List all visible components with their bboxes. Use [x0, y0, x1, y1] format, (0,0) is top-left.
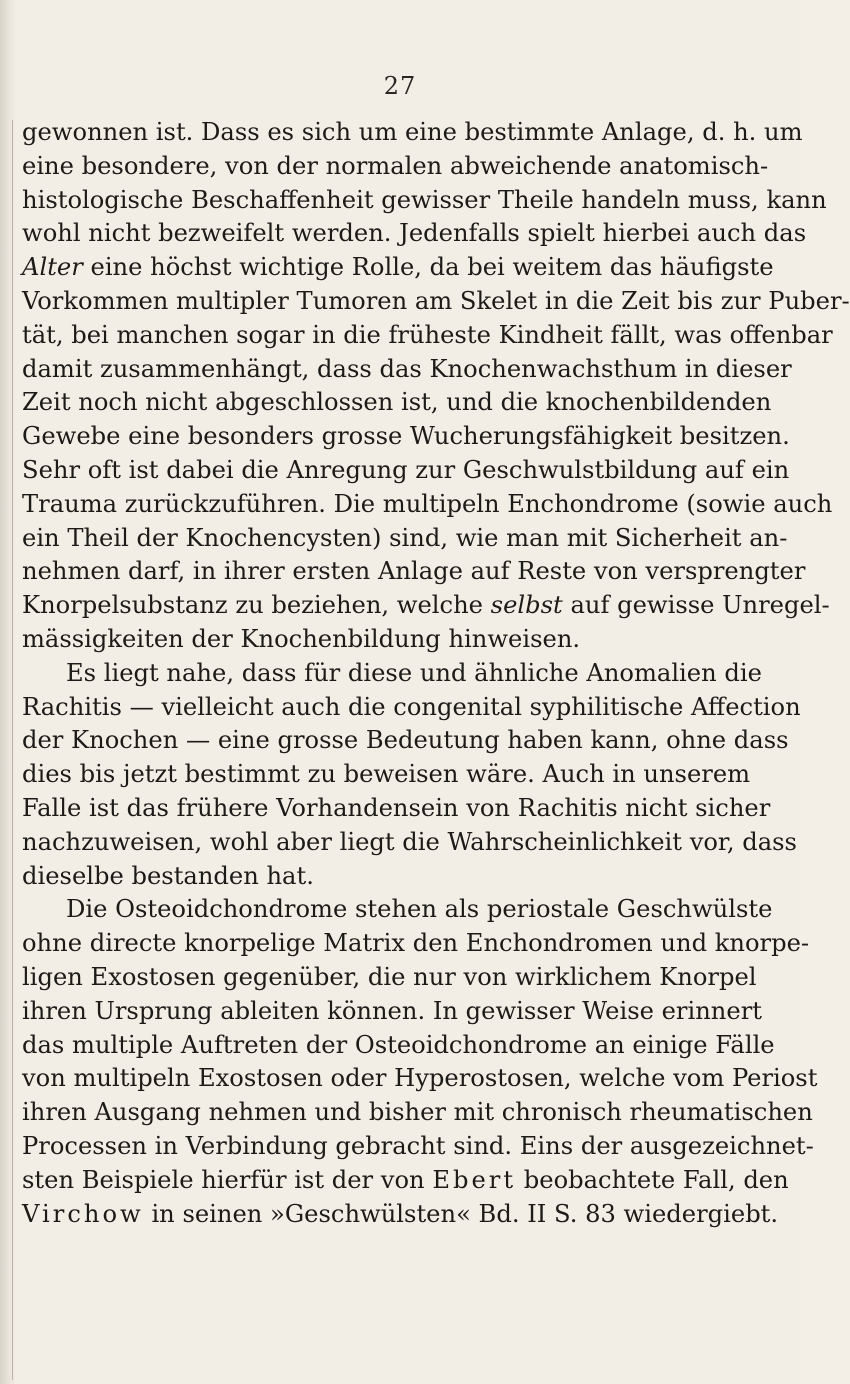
- text-line: histologische Beschaffenheit gewisser Theile handeln muss, kann: [22, 185, 827, 214]
- author-name-virchow: Virchow: [22, 1199, 144, 1228]
- emphasis-alter: Alter: [22, 253, 83, 282]
- text-line: Zeit noch nicht abgeschlossen ist, und die knochenbildenden: [22, 388, 772, 417]
- text-line: Die Osteoidchondrome stehen als periostale Geschwülste: [66, 895, 773, 924]
- text-line: eine besondere, von der normalen abweichende anatomisch-: [22, 151, 769, 180]
- author-name-ebert: Ebert: [432, 1165, 517, 1194]
- text-line: Sehr oft ist dabei die Anregung zur Geschwulstbildung auf ein: [22, 455, 790, 484]
- text-line: Rachitis — vielleicht auch die congenital syphilitische Affection: [22, 692, 801, 721]
- text-line: ihren Ursprung ableiten können. In gewisser Weise erinnert: [22, 996, 762, 1025]
- emphasis-selbst: selbst: [490, 591, 563, 620]
- text-line: von multipeln Exostosen oder Hyperostosen, welche vom Periost: [22, 1064, 818, 1093]
- body-text: [22, 116, 850, 1231]
- text-line-selbst: [22, 589, 830, 623]
- text-line: das multiple Auftreten der Osteoidchondrome an einige Fälle: [22, 1030, 775, 1059]
- text-line: ligen Exostosen gegenüber, die nur von wirklichem Knorpel: [22, 962, 757, 991]
- text-line: mässigkeiten der Knochenbildung hinweisen.: [22, 624, 581, 653]
- text-line-ebert: [22, 1164, 789, 1198]
- text-line: gewonnen ist. Dass es sich um eine bestimmte Anlage, d. h. um: [22, 118, 803, 146]
- text-line: ihren Ausgang nehmen und bisher mit chronisch rheumatischen: [22, 1098, 813, 1127]
- text-line: ein Theil der Knochencysten) sind, wie man mit Sicherheit an-: [22, 523, 788, 552]
- line-tail: beobachtete Fall, den: [523, 1165, 789, 1194]
- text-line: damit zusammenhängt, dass das Knochenwachsthum in dieser: [22, 354, 792, 383]
- binding-edge: [12, 120, 13, 1380]
- text-line: Falle ist das frühere Vorhandensein von Rachitis nicht sicher: [22, 793, 771, 822]
- line-part: eine höchst wichtige Rolle, da bei weitem das häufigste: [82, 253, 774, 282]
- text-line: dies bis jetzt bestimmt zu beweisen wäre. Auch in unserem: [22, 760, 751, 789]
- line-part: auf gewisse Unregel-: [562, 591, 830, 620]
- line-part: Knorpelsubstanz zu beziehen, welche: [22, 591, 491, 620]
- text-line: tät, bei manchen sogar in die früheste Kindheit fällt, was offenbar: [22, 320, 833, 349]
- text-line: Gewebe eine besonders grosse Wucherungsfähigkeit besitzen.: [22, 422, 790, 451]
- text-line: Trauma zurückzuführen. Die multipeln Enchondrome (sowie auch: [22, 489, 833, 518]
- page-gutter: [0, 0, 16, 1384]
- text-line: Vorkommen multipler Tumoren am Skelet in die Zeit bis zur Puber-: [22, 286, 850, 315]
- text-line: Processen in Verbindung gebracht sind. Eins der ausgezeichnet-: [22, 1131, 814, 1160]
- text-line: dieselbe bestanden hat.: [22, 861, 314, 890]
- text-line: Es liegt nahe, dass für diese und ähnliche Anomalien die: [66, 658, 762, 687]
- text-line: ohne directe knorpelige Matrix den Enchondromen und knorpe-: [22, 929, 810, 958]
- line-tail: in seinen »Geschwülsten« Bd. II S. 83 wiedergiebt.: [151, 1199, 779, 1228]
- text-line: nachzuweisen, wohl aber liegt die Wahrscheinlichkeit vor, dass: [22, 827, 797, 856]
- text-line-alter: [22, 251, 774, 285]
- text-line: der Knochen — eine grosse Bedeutung haben kann, ohne dass: [22, 726, 789, 755]
- text-line-virchow: [22, 1198, 779, 1232]
- text-line: wohl nicht bezweifelt werden. Jedenfalls spielt hierbei auch das: [22, 219, 807, 248]
- line-head: sten Beispiele hierfür ist der von: [22, 1165, 425, 1194]
- page-number: 27: [383, 72, 417, 100]
- text-line: nehmen darf, in ihrer ersten Anlage auf Reste von versprengter: [22, 557, 806, 586]
